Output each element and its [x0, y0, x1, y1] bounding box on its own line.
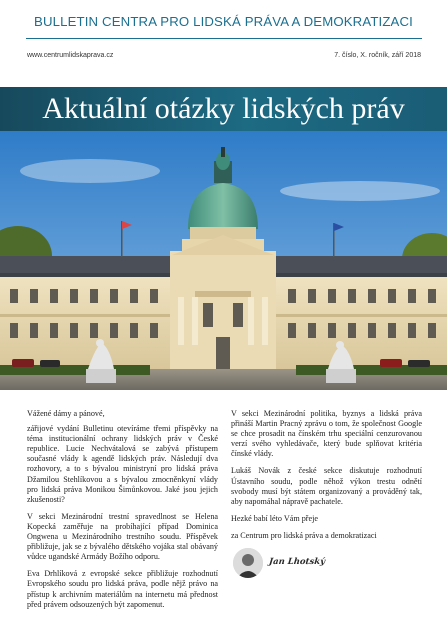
paragraph-intro: zářijové vydání Bulletinu otevíráme třemi příspěvky na téma institucionální ochrany lidských práv v České republice. Lucie Nechvátalová se zabývá přístupem současné vlády k agendě lidských práv. Následují dva rozhovory, a to s bývalou ministryní pro lidská práva Džamilou Stehlíkovou a s bývalou zmocněnkyní vlády pro lidská práva Monikou Šimůnkovou. Jaké jsou jejich zkušenosti?	[27, 424, 218, 504]
issue-info: 7. číslo, X. ročník, září 2018	[334, 52, 421, 59]
paragraph-criminal-justice: V sekci Mezinárodní trestní spravedlnost se Helena Kopecká zaměřuje na probíhající případ Dominica Ongwena u Mezinárodního trestního soudu. Příspěvek přibližuje, jak se z bývalého dětského vojáka stal obávaný vůdce ugandské Armády Božího odporu.	[27, 511, 218, 562]
header-divider	[26, 38, 422, 39]
article-column-left	[27, 409, 218, 617]
signature-block	[231, 548, 422, 588]
author-avatar	[233, 548, 263, 578]
salutation: Vážené dámy a pánové,	[27, 409, 105, 418]
government-building-photo	[0, 131, 447, 390]
signoff-line: za Centrum pro lidská práva a demokratizaci	[231, 530, 377, 540]
author-signature: Jan Lhotský	[268, 557, 326, 568]
paragraph-business: V sekci Mezinárodní politika, byznys a lidská práva přináší Martin Pracný zprávu o tom, že společnost Google se chce prosadit na čínském trhu speciální cenzurovanou verzí svého vyhledávače, který bude splňovat kritéria čínské vlády.	[231, 409, 422, 459]
article-column-right	[231, 409, 422, 588]
paragraph-czech-section: Lukáš Novák z české sekce diskutuje rozhodnutí Ústavního soudu, podle něhož výkon trestu odnětí svobody musí být státem organizovaný a prováděný tak, aby napomáhal nápravě pachatele.	[231, 466, 422, 506]
website-url[interactable]: www.centrumlidskaprava.cz	[27, 52, 114, 59]
bulletin-title: BULLETIN CENTRA PRO LIDSKÁ PRÁVA A DEMOKRATIZACI	[34, 14, 413, 29]
title-banner	[0, 87, 447, 131]
paragraph-european-section: Eva Drhlíková z evropské sekce přibližuje rozhodnutí Evropského soudu pro lidská práva, podle nějž právo na přístup k archivním materiálům na internetu má přednost před právem odsouzených být zapomenut.	[27, 569, 218, 609]
page-title: Aktuální otázky lidských práv	[42, 92, 405, 125]
closing-line: Hezké babí léto Vám přeje	[231, 513, 318, 523]
